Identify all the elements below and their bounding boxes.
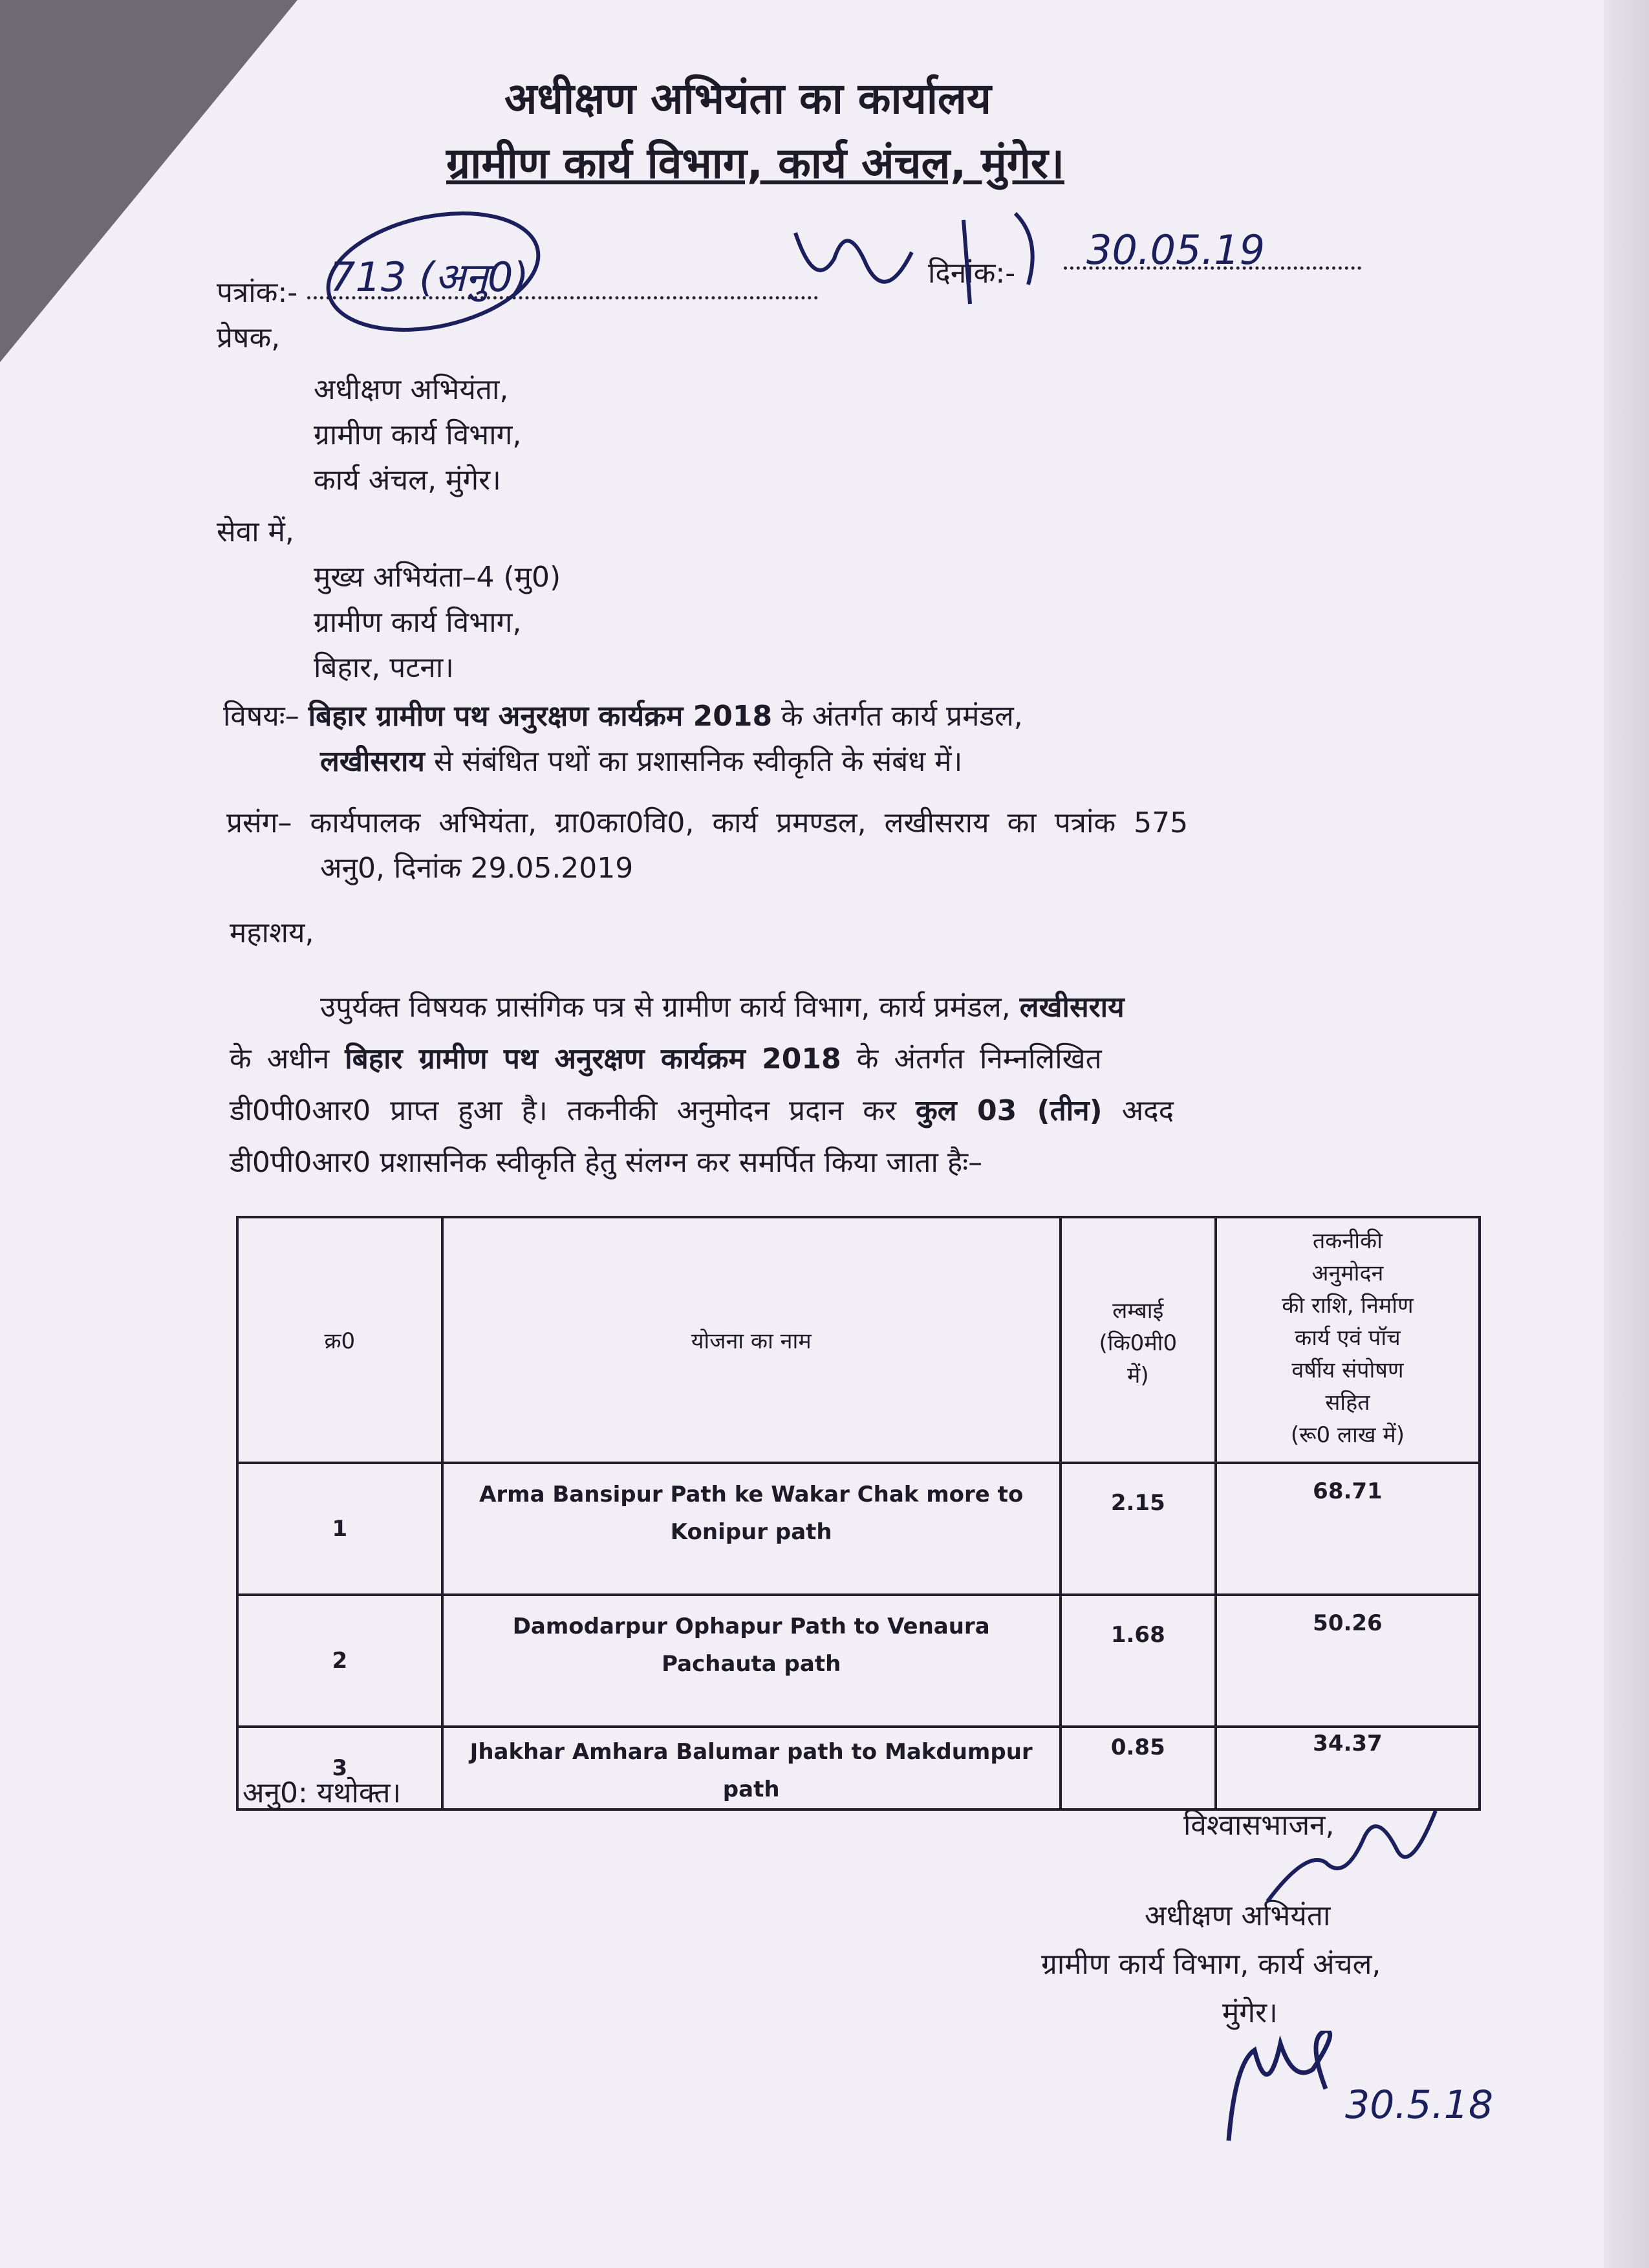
body-text-2a: के अधीन: [230, 1042, 345, 1075]
recipient-line-2: ग्रामीण कार्य विभाग,: [314, 606, 522, 639]
header-serial: क्र0: [237, 1217, 442, 1463]
header-length: लम्बाई (कि0मी0 में): [1061, 1217, 1216, 1463]
handwritten-signature-upper: [1255, 1798, 1449, 1927]
department-heading: ग्रामीण कार्य विभाग, कार्य अंचल, मुंगेर।: [446, 138, 1064, 188]
subject-label: विषयः–: [223, 700, 308, 733]
receipt-stamp-scribble: [304, 194, 1274, 343]
subject-bold-2: लखीसराय: [320, 745, 425, 778]
row-length: 2.15: [1061, 1463, 1216, 1595]
letter-number-label: पत्रांक:-: [217, 276, 298, 309]
page-edge-shadow: [1604, 0, 1649, 2268]
subject-text-2: से संबंधित पथों का प्रशासनिक स्वीकृति के संबंध में।: [424, 745, 963, 778]
body-line-1: [320, 986, 1125, 1025]
body-line-2: [230, 1038, 1102, 1077]
body-bold-2: बिहार ग्रामीण पथ अनुरक्षण कार्यक्रम 2018: [345, 1042, 841, 1075]
subject-text-1: के अंतर्गत कार्य प्रमंडल,: [772, 700, 1023, 733]
table-row: [237, 1463, 1480, 1595]
row-serial: 3: [237, 1727, 442, 1809]
date-handwritten: 30.05.19: [1086, 226, 1266, 274]
body-text-1: उपुर्यक्त विषयक प्रासंगिक पत्र से ग्रामीण कार्य विभाग, कार्य प्रमंडल,: [320, 991, 1020, 1024]
recipient-line-3: बिहार, पटना।: [314, 651, 454, 684]
subject-bold-1: बिहार ग्रामीण पथ अनुरक्षण कार्यक्रम 2018: [308, 700, 773, 733]
sender-line-3: कार्य अंचल, मुंगेर।: [314, 464, 501, 497]
header-amount: तकनीकी अनुमोदन की राशि, निर्माण कार्य एवं पॉच वर्षीय संपोषण सहित (रू0 लाख में): [1216, 1217, 1480, 1463]
signatory-designation: अधीक्षण अभियंता: [1145, 1899, 1331, 1932]
row-amount: 50.26: [1216, 1595, 1480, 1727]
row-serial: 2: [237, 1595, 442, 1727]
row-serial: 1: [237, 1463, 442, 1595]
signatory-department: ग्रामीण कार्य विभाग, कार्य अंचल,: [1041, 1948, 1381, 1981]
sender-line-2: ग्रामीण कार्य विभाग,: [314, 418, 522, 451]
date-label: दिनांक:-: [928, 257, 1016, 290]
subject-line-1: [223, 695, 1023, 734]
row-length: 0.85: [1061, 1727, 1216, 1809]
body-bold-3: कुल 03 (तीन): [916, 1094, 1103, 1127]
body-line-3: [230, 1090, 1174, 1129]
recipient-line-1: मुख्य अभियंता–4 (मु0): [314, 561, 561, 594]
body-bold-1: लखीसराय: [1019, 991, 1125, 1024]
scheme-table: [236, 1216, 1481, 1811]
table-row: [237, 1727, 1480, 1809]
body-text-2b: के अंतर्गत निम्नलिखित: [841, 1042, 1102, 1075]
closing-text: विश्वासभाजन,: [1183, 1809, 1335, 1842]
enclosure-note: अनु0: यथोक्त।: [242, 1777, 402, 1809]
row-scheme-name: Jhakhar Amhara Balumar path to Makdumpur path: [442, 1727, 1061, 1809]
subject-line-2: [320, 740, 962, 779]
header-scheme-name: योजना का नाम: [442, 1217, 1061, 1463]
row-amount: 68.71: [1216, 1463, 1480, 1595]
sender-line-1: अधीक्षण अभियंता,: [314, 373, 509, 406]
signatory-place: मुंगेर।: [1222, 1996, 1278, 2029]
sender-label: प्रेषक,: [217, 321, 281, 354]
table-row: [237, 1595, 1480, 1727]
row-amount: 34.37: [1216, 1727, 1480, 1809]
office-heading: अधीक्षण अभियंता का कार्यालय: [504, 74, 991, 124]
row-length: 1.68: [1061, 1595, 1216, 1727]
salutation: महाशय,: [230, 916, 314, 949]
letter-number-handwritten: 713 (अनु0): [330, 254, 529, 301]
body-text-3: डी0पी0आर0 प्राप्त हुआ है। तकनीकी अनुमोदन प्रदान कर: [230, 1094, 916, 1127]
context-line-2: अनु0, दिनांक 29.05.2019: [320, 852, 634, 885]
table-header-row: [237, 1217, 1480, 1463]
recipient-label: सेवा में,: [217, 515, 294, 548]
signature-date-handwritten: 30.5.18: [1345, 2082, 1494, 2128]
row-scheme-name: Arma Bansipur Path ke Wakar Chak more to Konipur path: [442, 1463, 1061, 1595]
body-text-3b: अदद: [1102, 1094, 1174, 1127]
body-line-4: डी0पी0आर0 प्रशासनिक स्वीकृति हेतु संलग्न कर समर्पित किया जाता हैः–: [230, 1146, 983, 1179]
row-scheme-name: Damodarpur Ophapur Path to Venaura Pachauta path: [442, 1595, 1061, 1727]
context-line-1: प्रसंग– कार्यपालक अभियंता, ग्रा0का0वि0, कार्य प्रमण्डल, लखीसराय का पत्रांक 575: [226, 806, 1189, 839]
